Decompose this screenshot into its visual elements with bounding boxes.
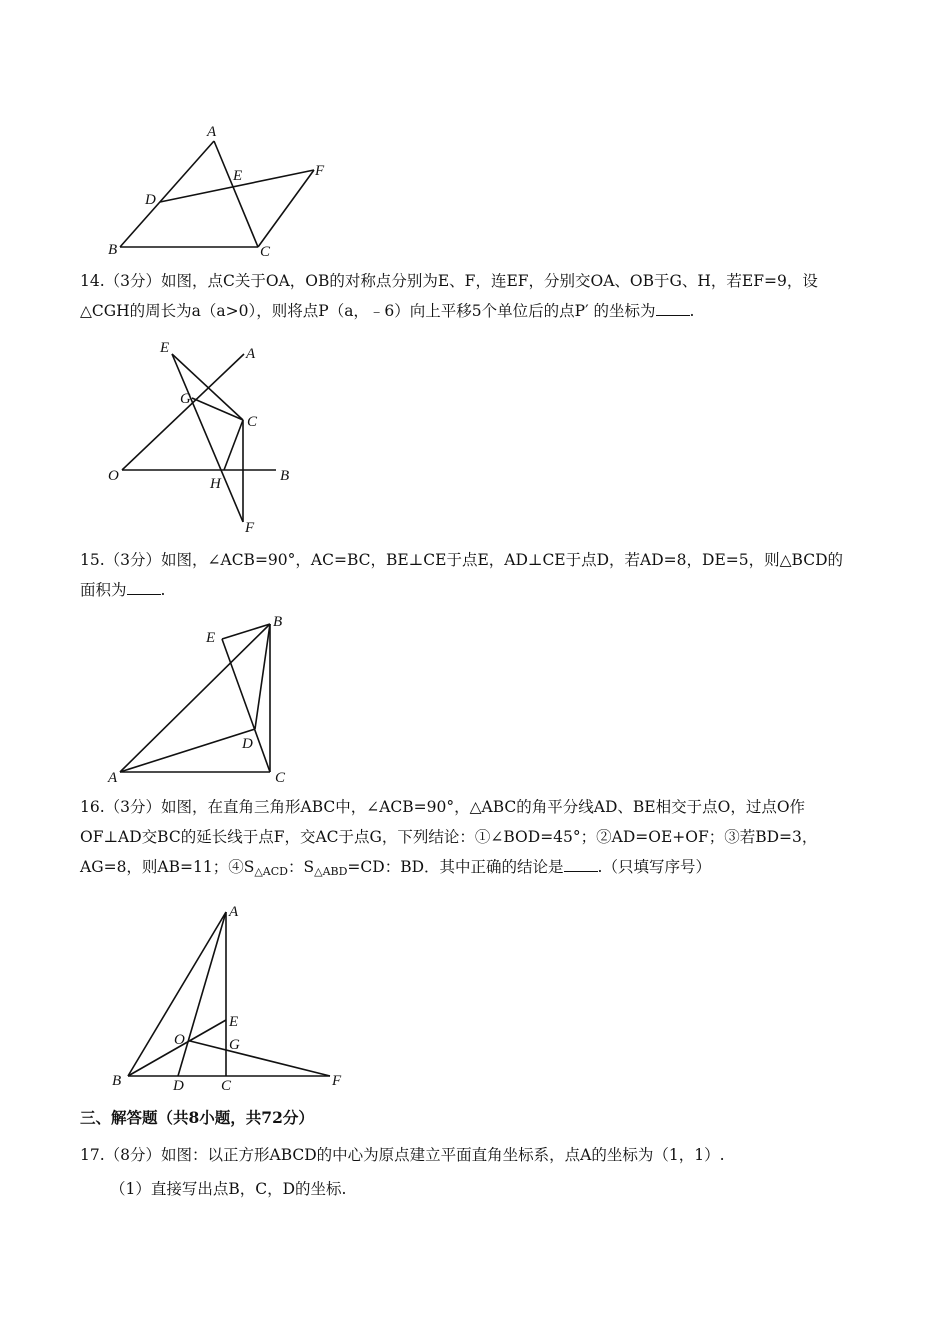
segment-ad bbox=[120, 729, 255, 772]
question-16-text-a: AG=8，则AB=11；④S bbox=[80, 858, 255, 876]
question-16-text-c: =CD：BD．其中正确的结论是 bbox=[347, 858, 564, 876]
figure-q13-parallelogram bbox=[100, 120, 340, 260]
question-16-text-d: .（只填写序号） bbox=[597, 858, 711, 876]
label-c: C bbox=[247, 414, 258, 430]
figure-q15-right-triangle bbox=[100, 610, 300, 790]
label-b: B bbox=[112, 1073, 122, 1089]
question-16-line3 bbox=[80, 852, 870, 884]
question-15-end: . bbox=[160, 581, 166, 599]
label-h: H bbox=[210, 476, 221, 492]
segment-ec bbox=[222, 639, 270, 772]
segment-ec bbox=[172, 354, 243, 420]
label-b: B bbox=[273, 614, 283, 630]
question-15-line1: 15.（3分）如图，∠ACB=90°，AC=BC，BE⊥CE于点E，AD⊥CE于点D，若AD=8，DE=5，则△BCD的 bbox=[80, 551, 843, 569]
label-g: G bbox=[180, 391, 191, 407]
segment-ad bbox=[178, 912, 226, 1076]
answer-blank[interactable] bbox=[656, 299, 690, 316]
subscript-abd: △ABD bbox=[314, 865, 348, 878]
label-e: E bbox=[206, 630, 216, 646]
label-e: E bbox=[160, 340, 170, 356]
segment-ef bbox=[172, 354, 243, 522]
question-14-text: △CGH的周长为a（a>0），则将点P（a，﹣6）向上平移5个单位后的点P′ 的坐标为 bbox=[80, 302, 656, 320]
segment-be bbox=[128, 1020, 226, 1076]
segment-of bbox=[190, 1041, 330, 1076]
section-heading: 三、解答题（共8小题，共72分） bbox=[80, 1108, 314, 1127]
segment-ch bbox=[224, 420, 243, 470]
figure-q16-angle-bisectors bbox=[100, 898, 360, 1093]
question-15-line2 bbox=[80, 575, 870, 605]
answer-blank[interactable] bbox=[127, 578, 161, 595]
question-17 bbox=[80, 1140, 870, 1204]
question-16-line1: 16.（3分）如图，在直角三角形ABC中，∠ACB=90°，△ABC的角平分线AD、BE相交于点O，过点O作 bbox=[80, 798, 806, 816]
label-c: C bbox=[260, 244, 271, 260]
label-e: E bbox=[229, 1014, 239, 1030]
label-c: C bbox=[221, 1078, 232, 1093]
question-16-line2: OF⊥AD交BC的延长线于点F，交AC于点G，下列结论：①∠BOD=45°；②AD=OE+OF；③若BD=3， bbox=[80, 828, 818, 846]
label-b: B bbox=[108, 242, 118, 258]
segment-ab bbox=[128, 912, 226, 1076]
label-a: A bbox=[108, 770, 118, 786]
question-17-part1: （1）直接写出点B，C，D的坐标. bbox=[110, 1180, 347, 1198]
label-f: F bbox=[332, 1073, 342, 1089]
label-o: O bbox=[108, 468, 119, 484]
question-14-line2 bbox=[80, 296, 870, 326]
question-17-line1: 17.（8分）如图：以正方形ABCD的中心为原点建立平面直角坐标系，点A的坐标为（1，1）. bbox=[80, 1146, 725, 1164]
question-16 bbox=[80, 792, 870, 884]
question-15-text: 面积为 bbox=[80, 581, 127, 599]
label-a: A bbox=[207, 124, 217, 140]
question-14 bbox=[80, 266, 870, 326]
question-14-line1: 14.（3分）如图，点C关于OA，OB的对称点分别为E、F，连EF，分别交OA、OB于G、H，若EF=9，设 bbox=[80, 272, 818, 290]
segment-bd bbox=[255, 624, 270, 729]
segment-gc bbox=[192, 398, 243, 420]
question-14-end: . bbox=[689, 302, 695, 320]
segment-cf bbox=[258, 170, 314, 247]
label-o: O bbox=[174, 1032, 185, 1048]
question-16-text-b: ：S bbox=[287, 858, 315, 876]
label-a: A bbox=[246, 346, 256, 362]
label-c: C bbox=[275, 770, 286, 786]
answer-blank[interactable] bbox=[564, 855, 598, 872]
label-a: A bbox=[229, 904, 239, 920]
label-d: D bbox=[242, 736, 253, 752]
label-b: B bbox=[280, 468, 290, 484]
label-g: G bbox=[229, 1037, 240, 1053]
segment-ac bbox=[214, 141, 258, 247]
label-d: D bbox=[173, 1078, 184, 1093]
label-e: E bbox=[233, 168, 243, 184]
label-f: F bbox=[315, 163, 325, 179]
label-f: F bbox=[245, 520, 255, 535]
label-d: D bbox=[145, 192, 156, 208]
subscript-acd: △ACD bbox=[254, 865, 288, 878]
question-15 bbox=[80, 545, 870, 605]
figure-q14-reflection bbox=[100, 340, 300, 535]
